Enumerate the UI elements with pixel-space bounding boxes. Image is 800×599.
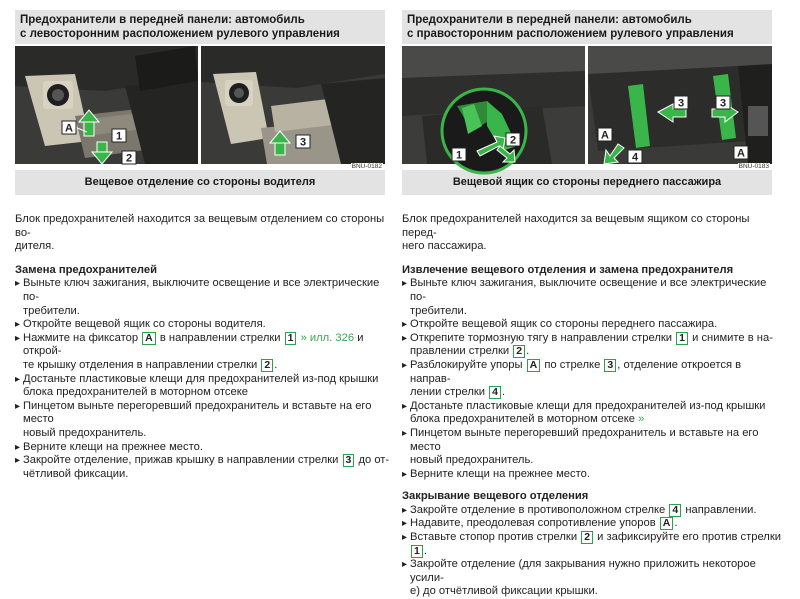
list-item: ▸ Закройте отделение (для закрывания нужно приложить некоторое усили- е) до отчётливой фиксации крышки. <box>402 558 782 599</box>
right-figure <box>402 46 772 170</box>
label-3: 3 <box>677 97 685 110</box>
label-a: A <box>601 129 609 142</box>
list-item: ▸ Достаньте пластиковые клещи для предохранителей из-под крышки блока предохранителей в моторном отсеке <box>15 373 390 400</box>
section-title-removal: Извлечение вещевого отделения и замена предохранителя <box>402 263 734 276</box>
label-2: 2 <box>125 152 133 165</box>
left-intro: Блок предохранителей находится за вещевым отделением со стороны во- дителя. <box>15 213 385 253</box>
label-1: 1 <box>455 149 463 162</box>
label-1: 1 <box>115 130 123 143</box>
ref-box: A <box>142 332 156 345</box>
left-steps <box>15 277 390 481</box>
right-figure-caption: Вещевой ящик со стороны переднего пассажира <box>402 170 772 195</box>
label-a: A <box>65 122 73 135</box>
list-item: ▸ Верните клещи на прежнее место. <box>15 441 390 455</box>
right-column <box>402 10 772 195</box>
ref-box: 4 <box>669 504 681 517</box>
ref-box: 2 <box>261 359 273 372</box>
figure-code: BNU-0183 <box>738 163 769 170</box>
list-item: ▸ Закройте отделение, прижав крышку в направлении стрелки 3 до от- чётливой фиксации. <box>15 454 390 481</box>
list-item: ▸ Пинцетом выньте перегоревший предохранитель и вставьте на его место новый предохранитель. <box>402 427 782 468</box>
section-title-closing: Закрывание вещевого отделения <box>402 490 589 503</box>
list-item: ▸ Закройте отделение в противоположном стрелке 4 направлении. <box>402 504 782 518</box>
right-intro: Блок предохранителей находится за вещевым ящиком со стороны перед- него пассажира. <box>402 213 750 253</box>
left-column <box>15 10 385 195</box>
list-item: ▸ Выньте ключ зажигания, выключите освещение и все электрические по- требители. <box>15 277 390 318</box>
label-3: 3 <box>299 136 307 149</box>
right-photo-2 <box>588 46 772 164</box>
ref-box: 1 <box>411 545 423 558</box>
ref-box: A <box>660 517 674 530</box>
right-photo-1 <box>402 46 585 164</box>
list-item: ▸ Разблокируйте упоры A по стрелке 3 , отделение откроется в направ- лении стрелки 4 . <box>402 359 782 400</box>
left-body <box>15 213 390 481</box>
ref-box: 3 <box>343 454 355 467</box>
ref-box: 4 <box>489 386 501 399</box>
left-figure <box>15 46 385 170</box>
illustration-link[interactable]: » илл. 326 <box>300 331 355 344</box>
right-steps-removal <box>402 277 782 481</box>
right-figure-header: Предохранители в передней панели: автомобиль с правосторонним расположением рулевого управления <box>402 10 772 44</box>
left-photo-2 <box>201 46 385 164</box>
reference-link[interactable]: » <box>638 413 645 426</box>
list-item: ▸ Открепите тормозную тягу в направлении стрелки 1 и снимите в на- правлении стрелки 2 . <box>402 332 782 359</box>
list-item: ▸ Выньте ключ зажигания, выключите освещение и все электрические по- требители. <box>402 277 782 318</box>
section-title-fuse-replacement: Замена предохранителей <box>15 263 157 276</box>
list-item: ▸ Пинцетом выньте перегоревший предохранитель и вставьте на его место новый предохранитель. <box>15 400 390 441</box>
ref-box: 3 <box>604 359 616 372</box>
label-a2: A <box>737 147 745 160</box>
list-item: ▸ Достаньте пластиковые клещи для предохранителей из-под крышки блока предохранителей в моторном отсеке » <box>402 400 782 427</box>
ref-box: 2 <box>581 531 593 544</box>
label-3b: 3 <box>719 97 727 110</box>
ref-box: 1 <box>676 332 688 345</box>
figure-code: BNU-0182 <box>351 163 382 170</box>
right-body <box>402 213 782 599</box>
list-item: ▸ Откройте вещевой ящик со стороны переднего пассажира. <box>402 318 782 332</box>
ref-box: 1 <box>285 332 297 345</box>
list-item: ▸ Вставьте стопор против стрелки 2 и зафиксируйте его против стрелки 1 . <box>402 531 782 558</box>
ref-box: A <box>527 359 541 372</box>
list-item: ▸ Надавите, преодолевая сопротивление упоров A . <box>402 517 782 531</box>
list-item: ▸ Верните клещи на прежнее место. <box>402 468 782 482</box>
list-item: ▸ Нажмите на фиксатор A в направлении стрелки 1 » илл. 326 и открой- те крышку отделения в направлении стрелки 2 . <box>15 332 390 373</box>
right-steps-closing <box>402 504 782 599</box>
list-item: ▸ Откройте вещевой ящик со стороны водителя. <box>15 318 390 332</box>
left-figure-caption: Вещевое отделение со стороны водителя <box>15 170 385 195</box>
label-2: 2 <box>509 134 517 147</box>
ref-box: 2 <box>513 345 525 358</box>
left-photo-1 <box>15 46 198 164</box>
label-4: 4 <box>631 151 639 164</box>
left-figure-header: Предохранители в передней панели: автомобиль с левосторонним расположением рулевого управления <box>15 10 385 44</box>
